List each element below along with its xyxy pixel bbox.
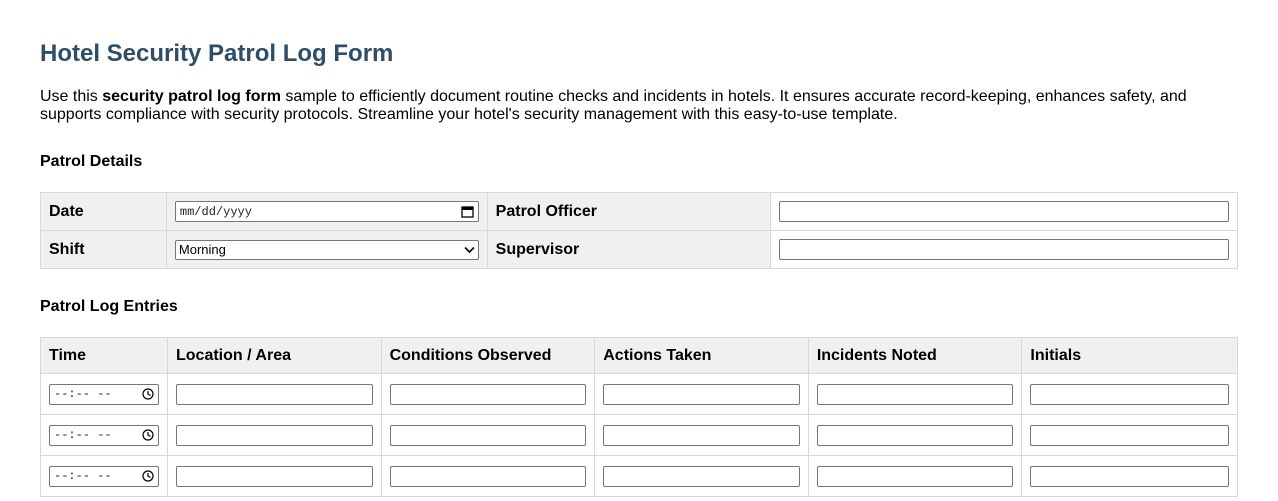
col-header-time: Time: [41, 338, 168, 374]
actions-input[interactable]: [603, 466, 800, 487]
officer-label: Patrol Officer: [487, 193, 771, 231]
col-header-incidents: Incidents Noted: [808, 338, 1022, 374]
time-placeholder: --:-- --: [54, 387, 112, 401]
table-row: [41, 456, 1238, 497]
actions-cell: [595, 374, 809, 415]
initials-input[interactable]: [1030, 425, 1229, 446]
actions-input[interactable]: [603, 384, 800, 405]
date-placeholder: mm/dd/yyyy: [179, 204, 252, 219]
initials-input[interactable]: [1030, 384, 1229, 405]
time-input[interactable]: [49, 466, 159, 487]
location-cell: [168, 456, 382, 497]
patrol-log-entries-heading: Patrol Log Entries: [40, 298, 178, 315]
log-body: [41, 374, 1238, 497]
incidents-input[interactable]: [817, 425, 1014, 446]
shift-select[interactable]: [175, 240, 479, 260]
time-cell: [41, 415, 168, 456]
table-row: [41, 374, 1238, 415]
intro-suffix: sample to efficiently document routine checks and incidents in hotels. It ensures accurate record-keeping, enhances safety, and supports compliance with security protocols. Streamline your hotel's security management with this easy-to-use template.: [40, 88, 1187, 123]
calendar-icon[interactable]: [461, 205, 474, 218]
supervisor-input[interactable]: [779, 239, 1229, 260]
shift-label: Shift: [41, 231, 167, 269]
table-row: [41, 415, 1238, 456]
patrol-log-table: [40, 337, 1238, 497]
clock-icon[interactable]: [142, 388, 154, 400]
actions-cell: [595, 415, 809, 456]
time-placeholder: --:-- --: [54, 428, 112, 442]
date-label: Date: [41, 193, 167, 231]
col-header-location: Location / Area: [168, 338, 382, 374]
details-row-2: [41, 231, 1238, 269]
shift-cell: [166, 231, 487, 269]
incidents-cell: [808, 456, 1022, 497]
date-input[interactable]: [175, 201, 479, 222]
initials-cell: [1022, 374, 1238, 415]
time-placeholder: --:-- --: [54, 469, 112, 483]
location-input[interactable]: [176, 384, 373, 405]
clock-icon[interactable]: [142, 429, 154, 441]
incidents-cell: [808, 415, 1022, 456]
col-header-actions: Actions Taken: [595, 338, 809, 374]
intro-prefix: Use this: [40, 88, 103, 105]
conditions-cell: [381, 374, 595, 415]
incidents-input[interactable]: [817, 466, 1014, 487]
initials-cell: [1022, 456, 1238, 497]
location-input[interactable]: [176, 425, 373, 446]
time-cell: [41, 456, 168, 497]
col-header-conditions: Conditions Observed: [381, 338, 595, 374]
details-row-1: [41, 193, 1238, 231]
initials-input[interactable]: [1030, 466, 1229, 487]
date-cell: [166, 193, 487, 231]
intro-bold: security patrol log form: [102, 88, 281, 105]
clock-icon[interactable]: [142, 470, 154, 482]
page-title: Hotel Security Patrol Log Form: [40, 40, 394, 67]
conditions-cell: [381, 415, 595, 456]
time-cell: [41, 374, 168, 415]
initials-cell: [1022, 415, 1238, 456]
location-cell: [168, 415, 382, 456]
supervisor-cell: [771, 231, 1238, 269]
log-header-row: [41, 338, 1238, 374]
officer-cell: [771, 193, 1238, 231]
incidents-cell: [808, 374, 1022, 415]
conditions-input[interactable]: [390, 466, 587, 487]
patrol-details-heading: Patrol Details: [40, 153, 143, 170]
patrol-officer-input[interactable]: [779, 201, 1229, 222]
time-input[interactable]: [49, 384, 159, 405]
location-input[interactable]: [176, 466, 373, 487]
conditions-input[interactable]: [390, 425, 587, 446]
location-cell: [168, 374, 382, 415]
chevron-down-icon: [464, 246, 475, 254]
conditions-input[interactable]: [390, 384, 587, 405]
col-header-initials: Initials: [1022, 338, 1238, 374]
shift-selected-value: Morning: [178, 242, 226, 257]
incidents-input[interactable]: [817, 384, 1014, 405]
conditions-cell: [381, 456, 595, 497]
supervisor-label: Supervisor: [487, 231, 771, 269]
time-input[interactable]: [49, 425, 159, 446]
patrol-details-table: [40, 192, 1238, 269]
intro-text: [40, 88, 1230, 124]
actions-cell: [595, 456, 809, 497]
actions-input[interactable]: [603, 425, 800, 446]
